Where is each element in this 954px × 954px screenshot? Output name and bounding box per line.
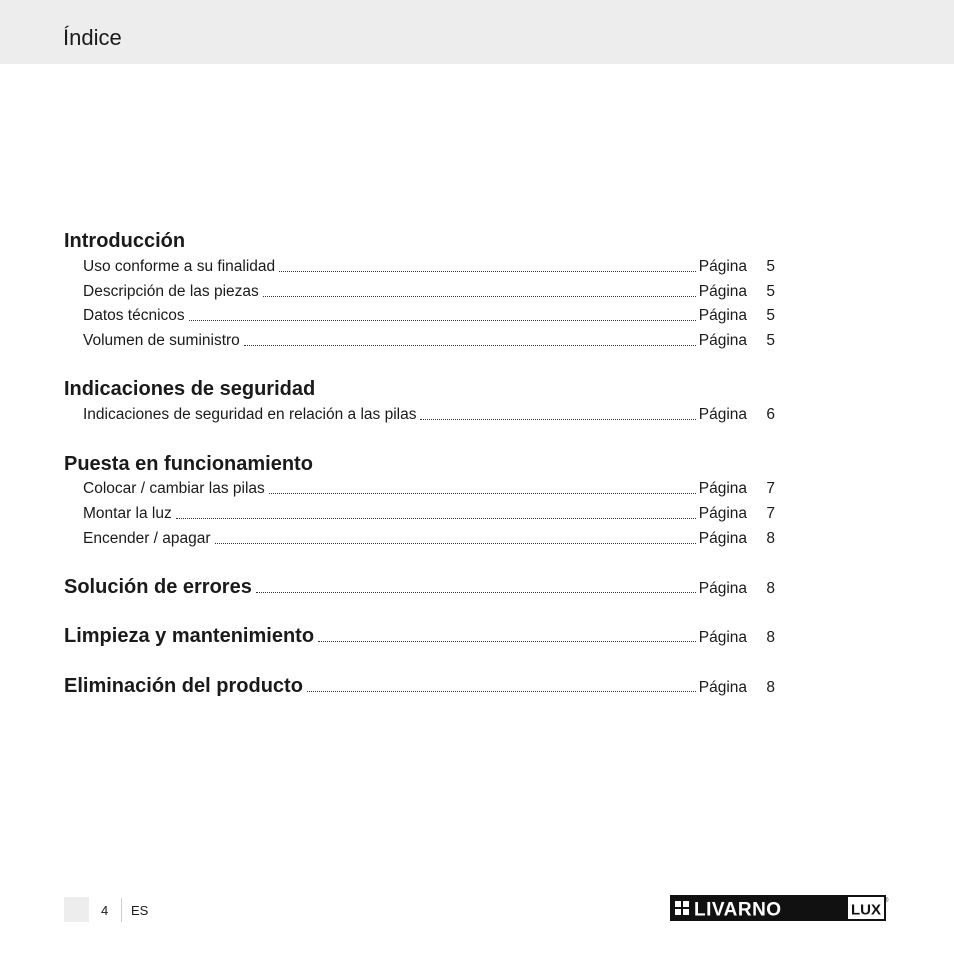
page-number: 5 (766, 283, 775, 300)
toc-entry-label: Volumen de suministro (83, 332, 240, 349)
page-word: Página (698, 679, 747, 696)
page-number: 6 (766, 406, 775, 423)
dot-leader (189, 319, 696, 321)
dot-leader (307, 690, 696, 692)
page-number: 8 (766, 679, 775, 696)
section-title-intro: Introducción (64, 230, 186, 252)
section-title-startup: Puesta en funcionamiento (64, 453, 313, 475)
dot-leader (176, 517, 696, 519)
toc-entry[interactable] (83, 480, 775, 498)
page-word: Página (698, 480, 747, 497)
footer-language: ES (131, 903, 149, 918)
page-word: Página (698, 307, 747, 324)
toc-entry[interactable] (83, 332, 775, 350)
toc-entry[interactable] (83, 505, 775, 523)
footer-marker (64, 897, 89, 922)
dot-leader (318, 640, 696, 642)
toc-entry-errors[interactable] (64, 575, 775, 599)
section-title-disposal: Eliminación del producto (64, 675, 303, 697)
page-word: Página (698, 530, 747, 547)
toc-entry-label: Uso conforme a su finalidad (83, 258, 276, 275)
livarno-lux-logo (670, 895, 890, 921)
section-title-cleaning: Limpieza y mantenimiento (64, 625, 315, 647)
toc-entry[interactable] (83, 283, 775, 301)
dot-leader (256, 591, 696, 593)
dot-leader (269, 492, 696, 494)
toc-entry-label: Montar la luz (83, 505, 172, 522)
section-title-errors: Solución de errores (64, 576, 252, 598)
footer-page-number: 4 (101, 903, 109, 918)
page-number: 7 (766, 505, 775, 522)
toc-entry[interactable] (83, 530, 775, 548)
dot-leader (279, 270, 696, 272)
logo-registered-mark: ® (884, 898, 889, 904)
toc-entry-label: Colocar / cambiar las pilas (83, 480, 265, 497)
logo-suffix-text: LUX (851, 901, 881, 919)
toc-entry-label: Datos técnicos (83, 307, 185, 324)
page-word: Página (698, 406, 747, 423)
toc-entry[interactable] (83, 258, 775, 276)
toc-entry-cleaning[interactable] (64, 624, 775, 648)
dot-leader (263, 295, 696, 297)
page-word: Página (698, 283, 747, 300)
page-number: 8 (766, 629, 775, 646)
toc-entry-label: Indicaciones de seguridad en relación a las pilas (83, 406, 417, 423)
toc-entry-label: Descripción de las piezas (83, 283, 259, 300)
dot-leader (420, 418, 695, 420)
logo-brand-text: LIVARNO (694, 899, 782, 921)
page-title: Índice (63, 25, 122, 50)
page-number: 8 (766, 580, 775, 597)
toc-entry[interactable] (83, 406, 775, 424)
toc-entry-disposal[interactable] (64, 674, 775, 698)
page-word: Página (698, 580, 747, 597)
page-word: Página (698, 258, 747, 275)
dot-leader (215, 542, 696, 544)
footer-divider (121, 898, 122, 922)
page-number: 7 (766, 480, 775, 497)
page-word: Página (698, 629, 747, 646)
page-number: 8 (766, 530, 775, 547)
section-title-safety: Indicaciones de seguridad (64, 378, 316, 400)
page-word: Página (698, 332, 747, 349)
page-number: 5 (766, 332, 775, 349)
toc-entry-label: Encender / apagar (83, 530, 211, 547)
page-number: 5 (766, 307, 775, 324)
toc-entry[interactable] (83, 307, 775, 325)
page-number: 5 (766, 258, 775, 275)
dot-leader (244, 344, 696, 346)
page-word: Página (698, 505, 747, 522)
